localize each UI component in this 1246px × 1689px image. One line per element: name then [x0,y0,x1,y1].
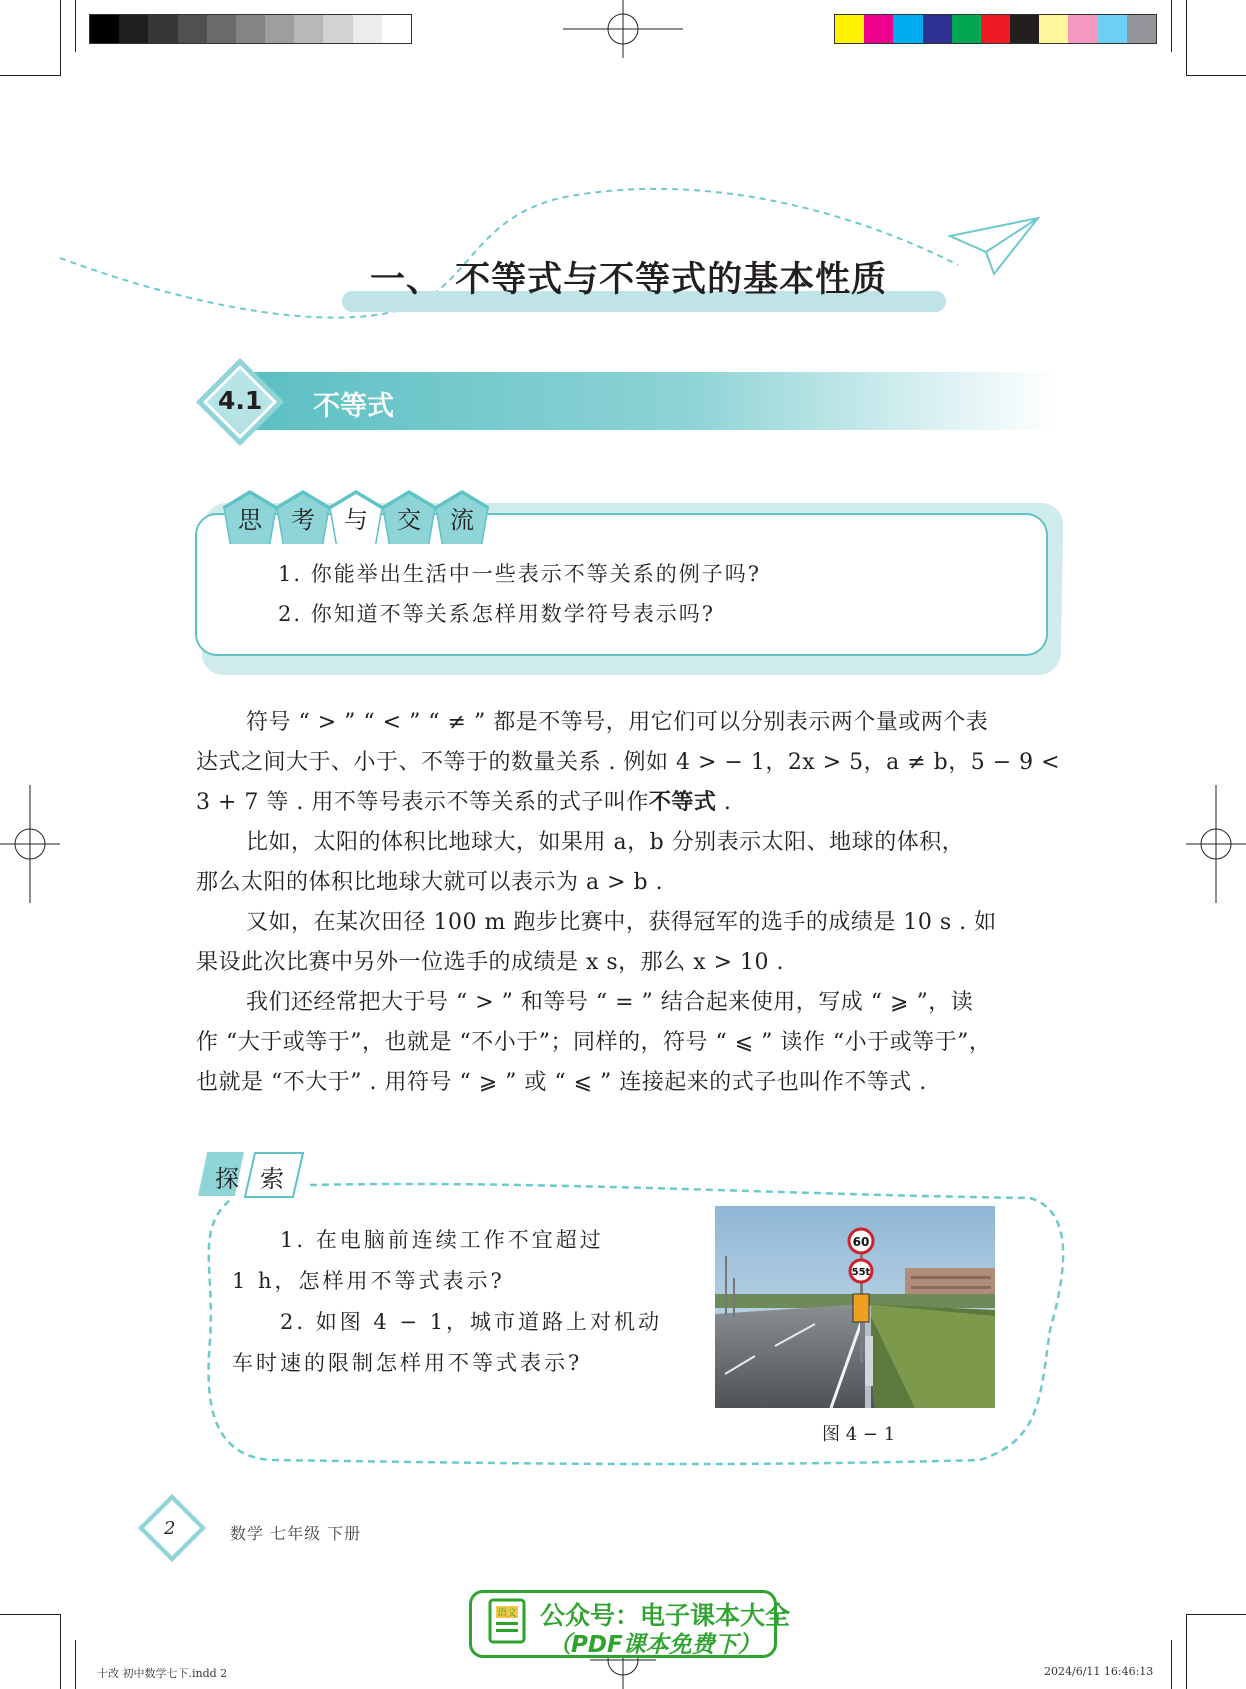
book-logo-icon [484,1596,532,1652]
color-swatch [353,15,382,43]
color-swatch [1098,15,1127,43]
tag-char: 交 [397,506,421,534]
body-line: 作 “大于或等于”，也就是 “不小于”；同样的，符号 “ ⩽ ” 读作 “小于或等于”， [196,1030,992,1055]
paper-plane-icon [948,216,1040,278]
body-text: 3 + 7 等 . 用不等号表示不等关系的式子叫作 [196,790,649,815]
tag-char: 探 [215,1165,239,1193]
color-swatch [265,15,294,43]
speed-limit-sign-60: 60 [852,1235,870,1249]
registration-mark-left [0,785,60,903]
body-line: 比如，太阳的体积比地球大，如果用 a，b 分别表示太阳、地球的体积， [246,830,965,855]
body-line: 符号 “ > ” “ < ” “ ≠ ” 都是不等号，用它们可以分别表示两个量或两个表 [246,710,989,735]
chapter-title: 一、 不等式与不等式的基本性质 [370,260,888,300]
color-swatch [864,15,893,43]
book-info: 数学 七年级 下册 [230,1524,362,1543]
color-swatch [835,15,864,43]
tag-char: 与 [344,506,368,534]
body-line: 我们还经常把大于号 “ > ” 和等号 “ = ” 结合起来使用，写成 “ ⩾ ”，读 [246,990,974,1015]
print-slug-date: 2024/6/11 16:46:13 [1044,1665,1154,1678]
color-swatch [893,15,922,43]
color-swatch [382,15,411,43]
color-swatch [981,15,1010,43]
registration-mark-right [1186,785,1246,903]
road-speed-limit-photo [715,1206,995,1408]
explore-question-1-line2: 1 h，怎样用不等式表示? [232,1269,505,1293]
body-line: 又如，在某次田径 100 m 跑步比赛中，获得冠军的选手的成绩是 10 s . 如 [246,910,997,935]
speed-limit-sign-55: 55t [851,1267,871,1278]
body-line: 也就是 “不大于” . 用符号 “ ⩾ ” 或 “ ⩽ ” 连接起来的式子也叫作不等式 . [196,1070,927,1095]
body-line: 那么太阳的体积比地球大就可以表示为 a > b . [196,870,664,895]
term-inequality: 不等式 [648,790,717,815]
tag-char: 思 [238,506,262,534]
color-swatch [323,15,352,43]
tag-char: 索 [260,1165,284,1193]
color-swatch [236,15,265,43]
color-swatch [207,15,236,43]
think-question-2: 2. 你知道不等关系怎样用数学符号表示吗? [278,602,715,626]
color-swatch [923,15,952,43]
section-title: 不等式 [313,391,394,422]
figure-caption: 图 4 − 1 [822,1424,896,1445]
grayscale-color-bar [89,14,412,44]
explore-question-2-line2: 车时速的限制怎样用不等式表示? [232,1351,583,1375]
watermark-line1: 公众号：电子课本大全 [540,1601,791,1630]
color-swatch [1010,15,1039,43]
body-line: 达式之间大于、小于、不等于的数量关系 . 例如 4 > − 1，2x > 5，a ≠ b，5 − 9 < [196,750,1061,775]
color-swatch [119,15,148,43]
color-swatch [294,15,323,43]
cmyk-color-bar [834,14,1157,44]
color-swatch [178,15,207,43]
color-swatch [90,15,119,43]
think-question-1: 1. 你能举出生活中一些表示不等关系的例子吗? [278,562,761,586]
color-swatch [1068,15,1097,43]
body-line: 果设此次比赛中另外一位选手的成绩是 x s，那么 x > 10 . [196,950,784,975]
registration-mark-top [563,0,683,58]
color-swatch [148,15,177,43]
tag-char: 流 [450,506,474,534]
body-text: . [716,790,732,815]
explore-question-2-line1: 2. 如图 4 − 1，城市道路上对机动 [280,1310,663,1334]
watermark-line2: （PDF课本免费下） [548,1632,761,1658]
explore-question-1-line1: 1. 在电脑前连续工作不宜超过 [280,1228,604,1252]
page-number: 2 [164,1518,176,1539]
tag-char: 考 [291,506,315,534]
color-swatch [1127,15,1156,43]
color-swatch [952,15,981,43]
body-line [196,785,731,816]
color-swatch [1039,15,1068,43]
print-slug-file: 十改 初中数学七下.indd 2 [97,1667,228,1680]
logo-text: 语文 [497,1608,517,1619]
section-number: 4.1 [218,386,263,415]
